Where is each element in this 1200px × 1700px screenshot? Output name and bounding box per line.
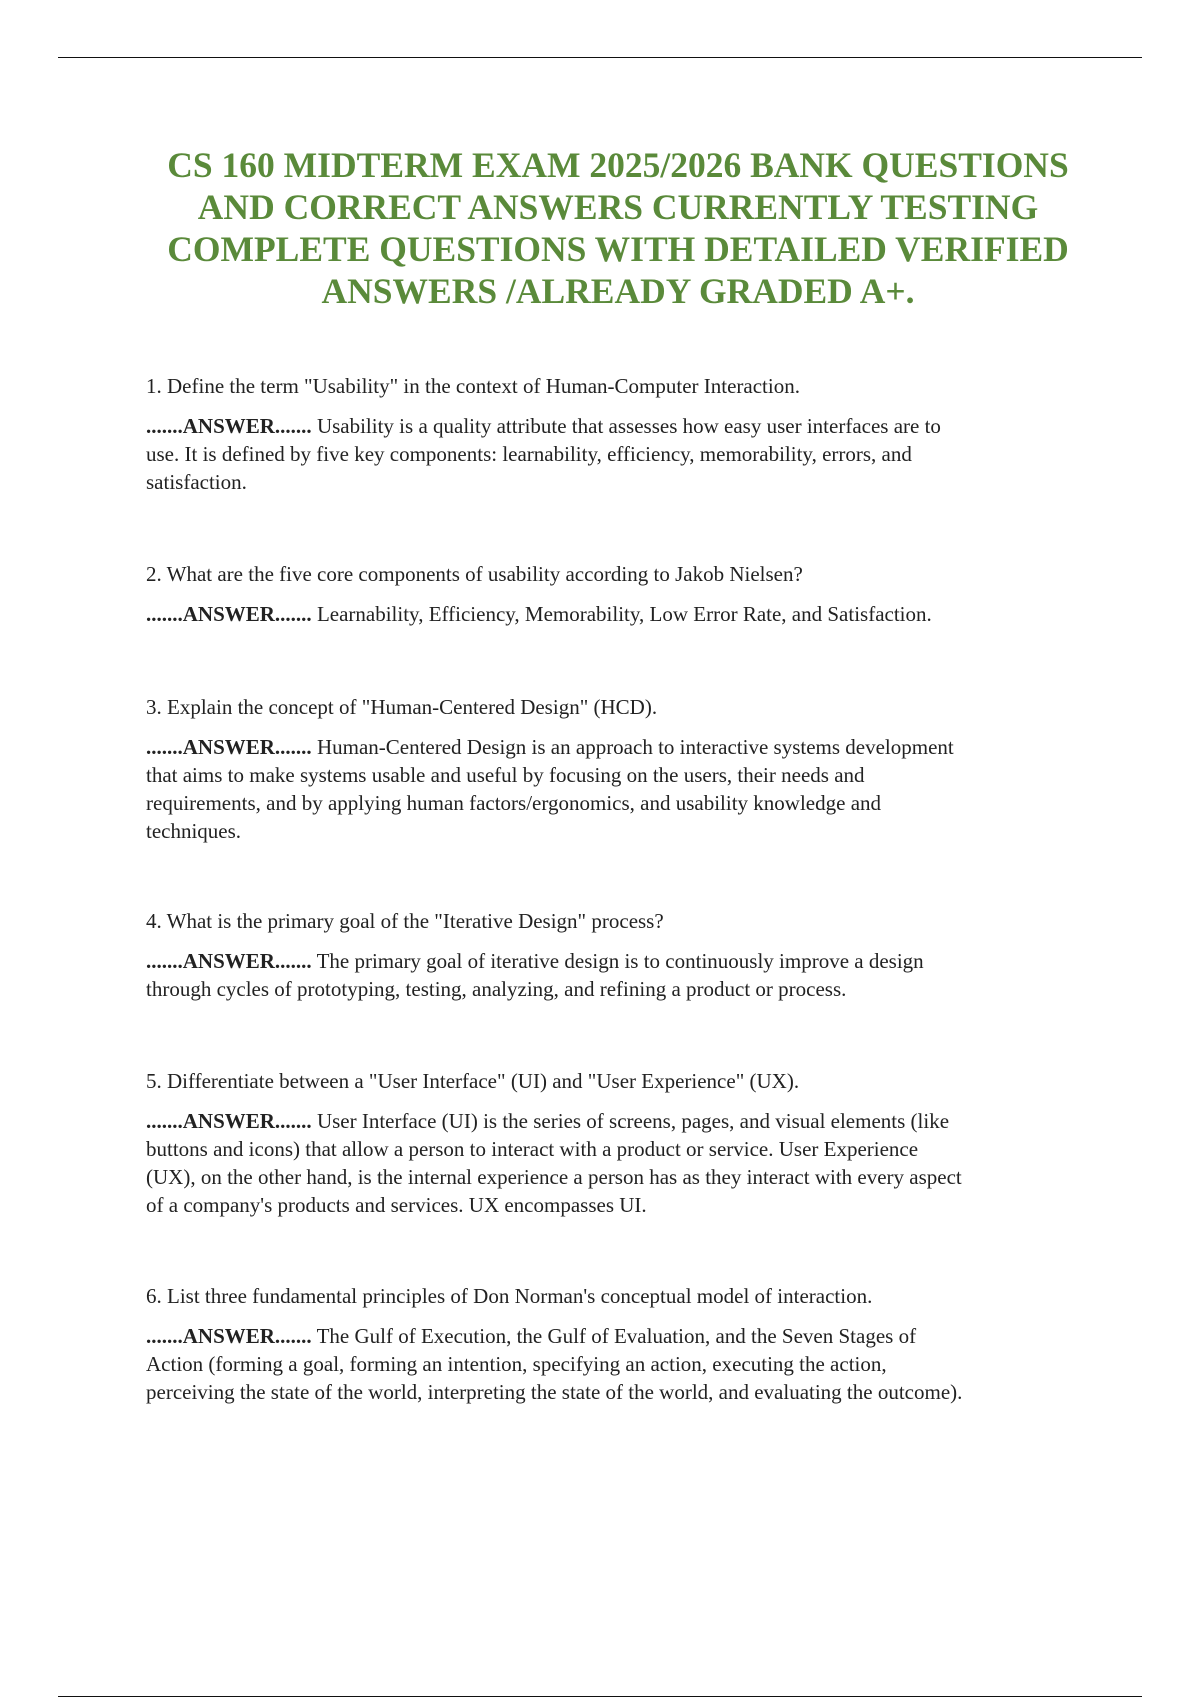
answer-line-text: User Interface (UI) is the series of screens, pages, and visual elements (like [316, 1109, 950, 1133]
answer-line [146, 947, 1086, 975]
title-line: COMPLETE QUESTIONS WITH DETAILED VERIFIED [167, 229, 1069, 269]
top-divider [58, 57, 1142, 58]
answer-text [146, 1322, 1086, 1406]
qa-item-1 [146, 372, 1086, 496]
answer-marker: .......ANSWER....... [146, 949, 312, 973]
question-text: 6. List three fundamental principles of Don Norman's conceptual model of interaction. [146, 1284, 873, 1308]
answer-line [146, 600, 1086, 628]
answer-marker: .......ANSWER....... [146, 414, 312, 438]
answer-line: through cycles of prototyping, testing, analyzing, and refining a product or process. [146, 977, 847, 1001]
answer-line: that aims to make systems usable and useful by focusing on the users, their needs and [146, 763, 865, 787]
question-text: 2. What are the five core components of usability according to Jakob Nielsen? [146, 562, 803, 586]
bottom-divider [58, 1696, 1142, 1697]
answer-line: techniques. [146, 819, 242, 843]
answer-line [146, 733, 1086, 761]
answer-line [146, 412, 1086, 440]
answer-marker: .......ANSWER....... [146, 1109, 312, 1133]
answer-line-text: Usability is a quality attribute that assesses how easy user interfaces are to [316, 414, 941, 438]
answer-line [146, 1322, 1086, 1350]
answer-text [146, 412, 1086, 496]
qa-item-4 [146, 907, 1086, 1003]
title-line: CS 160 MIDTERM EXAM 2025/2026 BANK QUESTIONS [167, 145, 1069, 185]
answer-line-text: Learnability, Efficiency, Memorability, Low Error Rate, and Satisfaction. [316, 602, 932, 626]
answer-marker: .......ANSWER....... [146, 1324, 312, 1348]
answer-line-text: Human-Centered Design is an approach to interactive systems development [316, 735, 954, 759]
qa-item-3 [146, 693, 1086, 845]
answer-line: use. It is defined by five key components: learnability, efficiency, memorability, errors, and [146, 442, 912, 466]
answer-line: Action (forming a goal, forming an intention, specifying an action, executing the action, [146, 1352, 887, 1376]
answer-line: (UX), on the other hand, is the internal experience a person has as they interact with every aspect [146, 1165, 962, 1189]
document-title [110, 144, 1126, 312]
question-text: 4. What is the primary goal of the "Iterative Design" process? [146, 909, 664, 933]
answer-line: of a company's products and services. UX encompasses UI. [146, 1193, 647, 1217]
answer-line: satisfaction. [146, 470, 247, 494]
answer-text [146, 947, 1086, 1003]
answer-line-text: The Gulf of Execution, the Gulf of Evaluation, and the Seven Stages of [316, 1324, 917, 1348]
answer-text [146, 1107, 1086, 1219]
title-line: ANSWERS /ALREADY GRADED A+. [321, 271, 915, 311]
answer-line [146, 1107, 1086, 1135]
answer-text [146, 600, 1086, 628]
answer-line-text: The primary goal of iterative design is to continuously improve a design [316, 949, 924, 973]
title-line: AND CORRECT ANSWERS CURRENTLY TESTING [197, 187, 1039, 227]
answer-marker: .......ANSWER....... [146, 735, 312, 759]
question-text: 3. Explain the concept of "Human-Centered Design" (HCD). [146, 695, 658, 719]
qa-item-5 [146, 1067, 1086, 1219]
answer-line: buttons and icons) that allow a person to interact with a product or service. User Experience [146, 1137, 919, 1161]
answer-line: requirements, and by applying human factors/ergonomics, and usability knowledge and [146, 791, 882, 815]
answer-marker: .......ANSWER....... [146, 602, 312, 626]
answer-text [146, 733, 1086, 845]
qa-item-2 [146, 560, 1086, 628]
qa-item-6 [146, 1282, 1086, 1406]
question-text: 1. Define the term "Usability" in the context of Human-Computer Interaction. [146, 374, 800, 398]
answer-line: perceiving the state of the world, interpreting the state of the world, and evaluating the outcome). [146, 1380, 963, 1404]
question-text: 5. Differentiate between a "User Interface" (UI) and "User Experience" (UX). [146, 1069, 800, 1093]
